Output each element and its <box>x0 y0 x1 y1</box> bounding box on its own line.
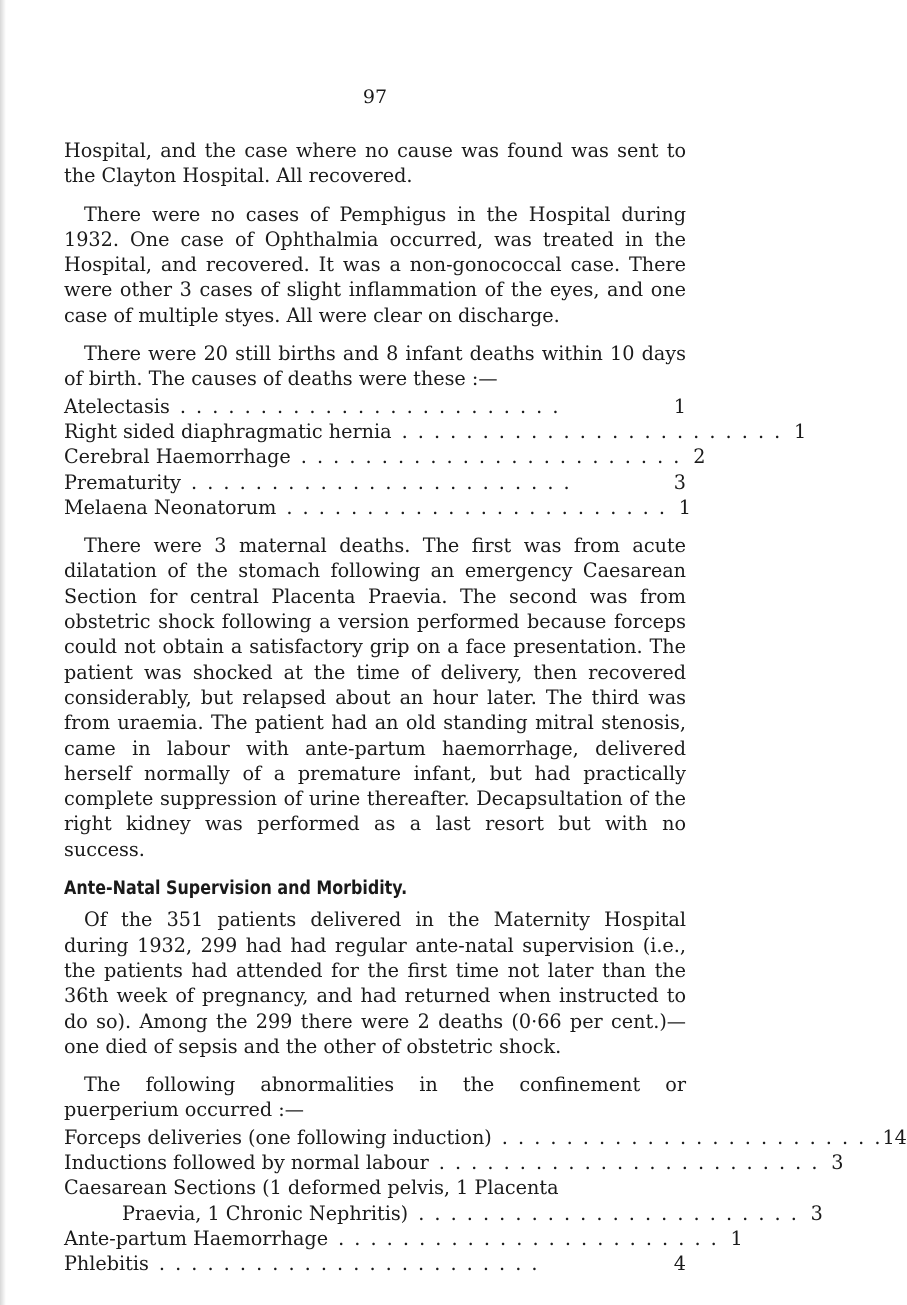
page-body <box>64 138 907 1289</box>
cause-count: 1 <box>678 495 691 519</box>
abnormality-label: Forceps deliveries (one following induction) <box>64 1125 492 1149</box>
paragraph-maternal-deaths: There were 3 maternal deaths. The first was from acute dilatation of the stomach following an emergency Caesarean Section for central Placenta Praevia. The second was from obstetric shock following a version performed because forceps could not obtain a satisfactory grip on a face presentation. The patient was shocked at the time of delivery, then recovered considerably, but relapsed about an hour later. The third was from uraemia. The patient had an old standing mitral stenosis, came in labour with ante-partum haemorrhage, delivered herself normally of a premature infant, but had practically complete suppression of urine thereafter. Decapsultation of the right kidney was performed as a last resort but with no success. <box>64 534 686 861</box>
page-number: 97 <box>362 86 388 108</box>
abnormality-count: 3 <box>810 1201 823 1225</box>
abnormality-label-continued: Praevia, 1 Chronic Nephritis) <box>122 1201 409 1225</box>
dot-leader: . . . . . . . . . . . . . . . . . . . . . . . . <box>438 1150 820 1174</box>
list-item <box>64 1150 844 1175</box>
list-item <box>64 1251 686 1276</box>
paragraph-abnormalities-intro: The following abnormalities in the confinement or puerperium occurred :— <box>64 1073 686 1122</box>
cause-label: Melaena Neonatorum <box>64 495 277 519</box>
dot-leader: . . . . . . . . . . . . . . . . . . . . . . . . <box>179 394 561 418</box>
dot-leader: . . . . . . . . . . . . . . . . . . . . . . . . <box>338 1226 719 1250</box>
cause-label: Atelectasis <box>64 394 170 418</box>
dot-leader: . . . . . . . . . . . . . . . . . . . . . . . . <box>158 1252 540 1276</box>
cause-count: 2 <box>693 445 706 469</box>
cause-count: 1 <box>794 419 807 443</box>
abnormality-label: Caesarean Sections (1 deformed pelvis, 1 Placenta <box>64 1176 559 1200</box>
list-item-continued <box>64 1201 823 1226</box>
abnormality-count: 4 <box>673 1252 686 1276</box>
dot-leader: . . . . . . . . . . . . . . . . . . . . . . . . <box>286 495 667 519</box>
list-item <box>64 1226 743 1251</box>
abnormality-label: Ante-partum Haemorrhage <box>64 1226 329 1250</box>
list-item <box>64 1175 686 1200</box>
list-item <box>64 394 686 419</box>
dot-leader: . . . . . . . . . . . . . . . . . . . . . . . . <box>501 1125 883 1149</box>
paragraph-still-births: There were 20 still births and 8 infant deaths within 10 days of birth. The causes of deaths were these :— <box>64 342 686 391</box>
abnormality-label: Phlebitis <box>64 1252 149 1276</box>
dot-leader: . . . . . . . . . . . . . . . . . . . . . . . . <box>401 419 783 443</box>
abnormality-count: 1 <box>730 1226 743 1250</box>
cause-label: Cerebral Haemorrhage <box>64 445 291 469</box>
paragraph-continued: Hospital, and the case where no cause was found was sent to the Clayton Hospital. All recovered. <box>64 139 686 188</box>
dot-leader: . . . . . . . . . . . . . . . . . . . . . . . . <box>418 1201 799 1225</box>
page-edge-shadow <box>0 0 6 1305</box>
dot-leader: . . . . . . . . . . . . . . . . . . . . . . . . <box>300 445 682 469</box>
abnormality-label: Inductions followed by normal labour <box>64 1150 429 1174</box>
cause-label: Prematurity <box>64 470 181 494</box>
abnormalities-list <box>64 1125 907 1277</box>
cause-count: 3 <box>673 470 686 494</box>
dot-leader: . . . . . . . . . . . . . . . . . . . . . . . . <box>191 470 572 494</box>
list-item <box>64 1125 907 1150</box>
list-item <box>64 419 807 444</box>
list-item <box>64 495 691 520</box>
causes-of-death-list <box>64 394 807 520</box>
abnormality-count: 3 <box>831 1150 844 1174</box>
list-item <box>64 444 706 469</box>
paragraph-ante-natal: Of the 351 patients delivered in the Maternity Hospital during 1932, 299 had had regular ante-natal supervision (i.e., the patients had attended for the first time not later than the 36th week of pregnancy, and had returned when instructed to do so). Among the 299 there were 2 deaths (0·66 per cent.)— one died of sepsis and the other of obstetric shock. <box>64 908 686 1058</box>
abnormality-count: 14 <box>882 1125 907 1149</box>
cause-count: 1 <box>673 394 686 418</box>
section-heading: Ante-Natal Supervision and Morbidity. <box>64 878 408 900</box>
paragraph-pemphigus: There were no cases of Pemphigus in the Hospital during 1932. One case of Ophthalmia occurred, was treated in the Hospital, and recovered. It was a non-gonococcal case. There were other 3 cases of slight inflammation of the eyes, and one case of multiple styes. All were clear on discharge. <box>64 202 686 327</box>
cause-label: Right sided diaphragmatic hernia <box>64 419 392 443</box>
list-item <box>64 470 686 495</box>
